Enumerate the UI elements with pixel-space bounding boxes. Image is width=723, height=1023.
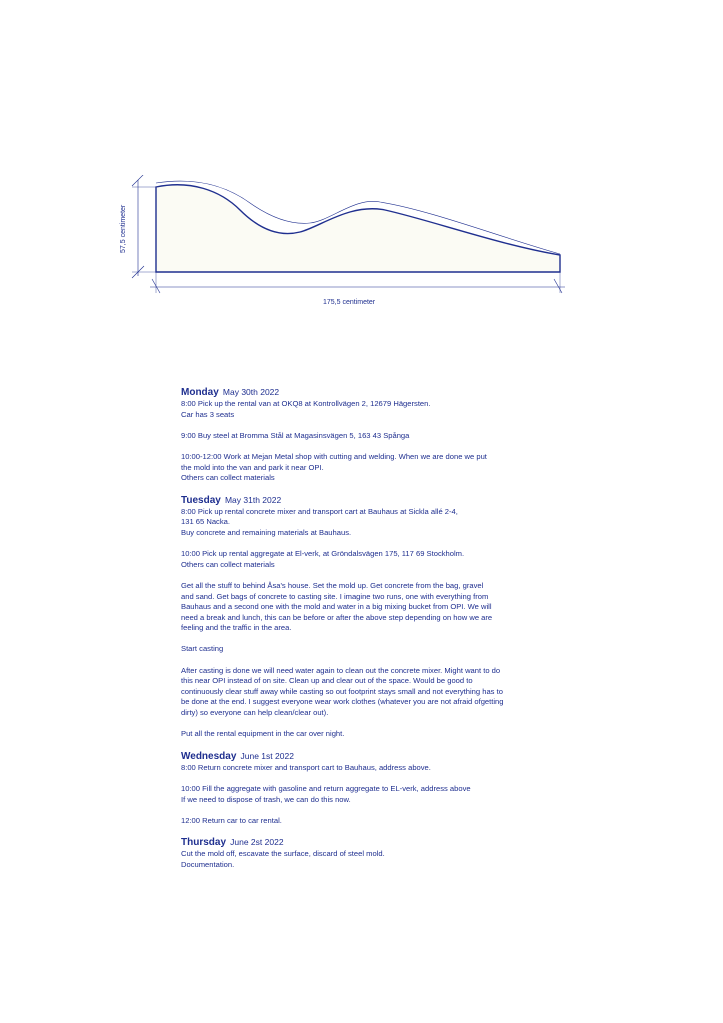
- schedule-entry: 10:00 Pick up rental aggregate at El-verk, at Gröndalsvägen 175, 117 69 Stockholm. Others can collect materials: [181, 549, 465, 569]
- schedule-entry: 9:00 Buy steel at Bromma Stål at Magasinsvägen 5, 163 43 Spånga: [181, 430, 410, 440]
- schedule-entry: Get all the stuff to behind Åsa's house. Set the mold up. Get concrete from the bag, gravel and sand. Get bags of concrete to casting site. I imagine two runs, one with everything from Bauhaus and a second one with the mold and water in a big mixing bucket from OPI. We will need a break and lunch, this can be before or after the above step depending on how we are feeling and the traffic in the area.: [181, 580, 493, 633]
- day-heading: [181, 494, 551, 507]
- schedule-entry: 12:00 Return car to car rental.: [181, 815, 282, 825]
- schedule-entry: 10:00 Fill the aggregate with gasoline and return aggregate to EL-verk, address above If we need to dispose of trash, we can do this now.: [181, 784, 471, 804]
- length-dimension: [150, 272, 565, 306]
- mold-profile-drawing: [110, 175, 580, 315]
- day-date: June 2st 2022: [230, 837, 284, 848]
- schedule-entry: 8:00 Return concrete mixer and transport cart to Bauhaus, address above.: [181, 762, 431, 772]
- day-name: Wednesday: [181, 750, 237, 762]
- day-heading: [181, 836, 551, 849]
- schedule-entry: Cut the mold off, escavate the surface, discard of steel mold. Documentation.: [181, 849, 385, 869]
- day-thursday: [181, 836, 551, 870]
- day-tuesday: [181, 494, 551, 740]
- schedule-entry: 8:00 Pick up rental concrete mixer and transport cart at Bauhaus at Sickla allé 2-4, 131 65 Nacka. Buy concrete and remaining materials at Bauhaus.: [181, 506, 458, 537]
- day-name: Thursday: [181, 837, 227, 849]
- schedule-entry: Start casting: [181, 644, 224, 654]
- day-wednesday: [181, 750, 551, 827]
- day-name: Monday: [181, 387, 219, 398]
- length-label: 175,5 centimeter: [323, 299, 376, 306]
- schedule-entry: Put all the rental equipment in the car over night.: [181, 729, 345, 739]
- mold-body: [156, 185, 560, 272]
- day-date: June 1st 2022: [240, 750, 294, 761]
- day-heading: [181, 386, 551, 399]
- height-label: 57,5 centimeter: [120, 204, 127, 253]
- day-date: May 30th 2022: [222, 387, 280, 397]
- schedule-entry: 8:00 Pick up the rental van at OKQ8 at Kontrollvägen 2, 12679 Hägersten. Car has 3 seats: [181, 399, 431, 419]
- schedule: [181, 386, 551, 881]
- day-name: Tuesday: [181, 494, 221, 506]
- day-date: May 31th 2022: [224, 494, 282, 505]
- day-heading: [181, 750, 551, 763]
- schedule-entry: After casting is done we will need water again to clean out the concrete mixer. Might want to do this near OPI instead of on site. Clean up and clear out of the space. Would be good to continuously clear stuff away while casting so out footprint stays small and not everything has to be done at the end. I suggest everyone wear work clothes (whatever you are not afraid ofgetting dirty) so everyone can help clean/clear out).: [181, 665, 504, 718]
- schedule-entry: 10:00-12:00 Work at Mejan Metal shop with cutting and welding. When we are done we put the mold into the van and park it near OPI. Others can collect materials: [181, 451, 487, 483]
- profile-svg: [110, 175, 580, 315]
- height-dimension: [120, 175, 156, 278]
- day-monday: [181, 386, 551, 484]
